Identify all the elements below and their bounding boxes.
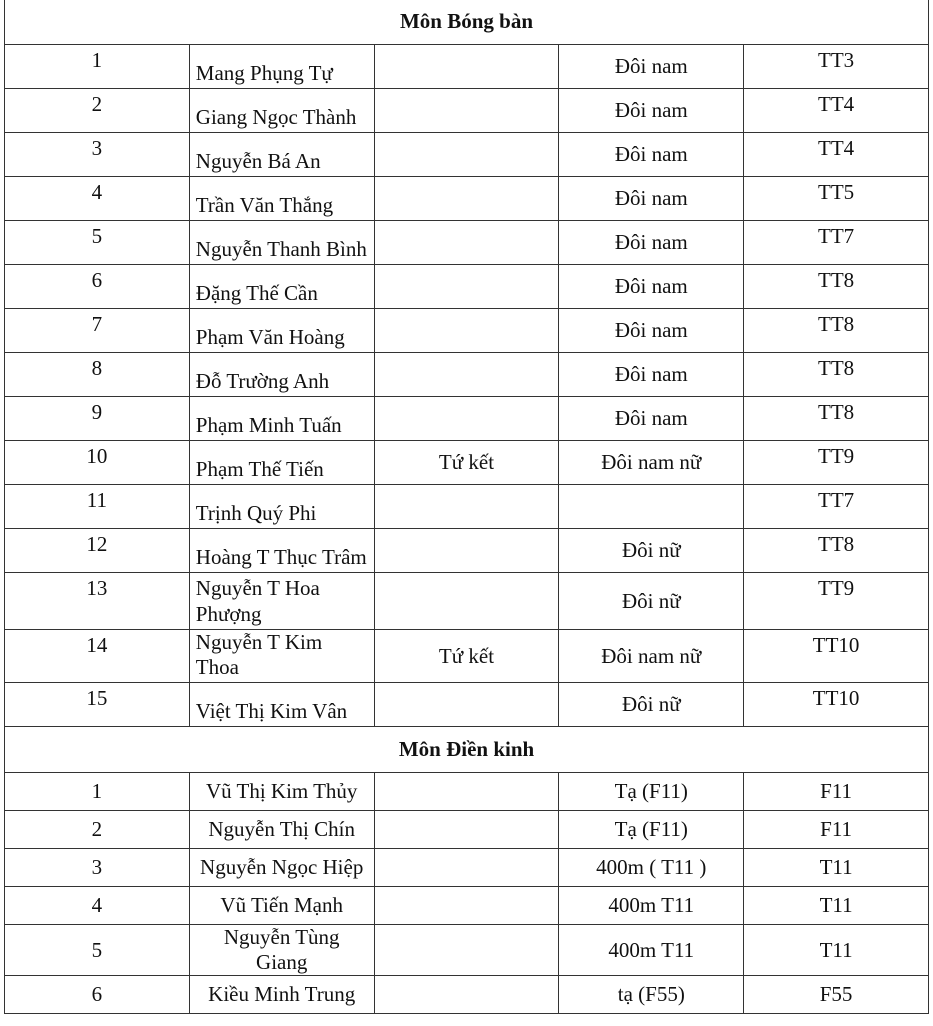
- row-number: 5: [5, 221, 190, 265]
- table-row: [5, 773, 929, 811]
- athlete-name: Phạm Văn Hoàng: [189, 309, 374, 353]
- event: Đôi nam: [559, 309, 744, 353]
- round: [374, 45, 559, 89]
- table-row: [5, 221, 929, 265]
- event: Đôi nam: [559, 221, 744, 265]
- round: [374, 89, 559, 133]
- event: Đôi nữ: [559, 683, 744, 727]
- section-header: [5, 0, 929, 45]
- table-row: [5, 309, 929, 353]
- round: [374, 887, 559, 925]
- classification: TT8: [744, 529, 929, 573]
- row-number: 9: [5, 397, 190, 441]
- round: Tứ kết: [374, 630, 559, 683]
- row-number: 6: [5, 976, 190, 1014]
- round: [374, 573, 559, 630]
- round: [374, 177, 559, 221]
- athlete-name: Phạm Thế Tiến: [189, 441, 374, 485]
- round: [374, 133, 559, 177]
- row-number: 2: [5, 89, 190, 133]
- row-number: 6: [5, 265, 190, 309]
- event: Đôi nữ: [559, 573, 744, 630]
- classification: TT3: [744, 45, 929, 89]
- athlete-name: Nguyễn Bá An: [189, 133, 374, 177]
- event: Đôi nam: [559, 45, 744, 89]
- table-row: [5, 133, 929, 177]
- section-title: Môn Bóng bàn: [5, 0, 929, 45]
- row-number: 7: [5, 309, 190, 353]
- athlete-name: Giang Ngọc Thành: [189, 89, 374, 133]
- athlete-name: Việt Thị Kim Vân: [189, 683, 374, 727]
- table-row: [5, 683, 929, 727]
- event: Đôi nam: [559, 177, 744, 221]
- classification: T11: [744, 849, 929, 887]
- event: Đôi nam: [559, 89, 744, 133]
- event: Đôi nam nữ: [559, 630, 744, 683]
- row-number: 11: [5, 485, 190, 529]
- classification: TT9: [744, 573, 929, 630]
- classification: TT5: [744, 177, 929, 221]
- row-number: 3: [5, 133, 190, 177]
- athlete-name: Nguyễn Thị Chín: [189, 811, 374, 849]
- event: Đôi nam: [559, 265, 744, 309]
- round: [374, 309, 559, 353]
- table-row: [5, 441, 929, 485]
- athlete-name: Trịnh Quý Phi: [189, 485, 374, 529]
- table-row: [5, 573, 929, 630]
- athlete-name: Vũ Thị Kim Thủy: [189, 773, 374, 811]
- row-number: 5: [5, 925, 190, 976]
- classification: TT9: [744, 441, 929, 485]
- classification: TT7: [744, 221, 929, 265]
- row-number: 10: [5, 441, 190, 485]
- round: [374, 265, 559, 309]
- row-number: 14: [5, 630, 190, 683]
- table-row: [5, 485, 929, 529]
- event: Đôi nam nữ: [559, 441, 744, 485]
- classification: TT8: [744, 353, 929, 397]
- table-row: [5, 976, 929, 1014]
- event: tạ (F55): [559, 976, 744, 1014]
- round: [374, 976, 559, 1014]
- athlete-name: Nguyễn Thanh Bình: [189, 221, 374, 265]
- athlete-name: Mang Phụng Tự: [189, 45, 374, 89]
- row-number: 13: [5, 573, 190, 630]
- classification: F11: [744, 811, 929, 849]
- table-row: [5, 811, 929, 849]
- table-row: [5, 887, 929, 925]
- athletes-table: [4, 0, 929, 1014]
- row-number: 3: [5, 849, 190, 887]
- classification: TT8: [744, 265, 929, 309]
- athlete-name: Phạm Minh Tuấn: [189, 397, 374, 441]
- section-title: Môn Điền kinh: [5, 727, 929, 773]
- classification: TT8: [744, 397, 929, 441]
- classification: T11: [744, 925, 929, 976]
- classification: TT8: [744, 309, 929, 353]
- table-row: [5, 89, 929, 133]
- table-row: [5, 529, 929, 573]
- row-number: 4: [5, 177, 190, 221]
- table-row: [5, 45, 929, 89]
- event: Đôi nam: [559, 397, 744, 441]
- event: Đôi nam: [559, 133, 744, 177]
- athlete-name: Trần Văn Thắng: [189, 177, 374, 221]
- classification: TT4: [744, 89, 929, 133]
- classification: TT7: [744, 485, 929, 529]
- table-row: [5, 925, 929, 976]
- row-number: 1: [5, 773, 190, 811]
- round: [374, 683, 559, 727]
- table-row: [5, 353, 929, 397]
- athlete-name: Nguyễn Ngọc Hiệp: [189, 849, 374, 887]
- row-number: 8: [5, 353, 190, 397]
- event: Đôi nữ: [559, 529, 744, 573]
- row-number: 12: [5, 529, 190, 573]
- table-row: [5, 849, 929, 887]
- round: [374, 529, 559, 573]
- event: 400m T11: [559, 925, 744, 976]
- table-row: [5, 177, 929, 221]
- event: [559, 485, 744, 529]
- table-row: [5, 630, 929, 683]
- athlete-name: Vũ Tiến Mạnh: [189, 887, 374, 925]
- round: [374, 353, 559, 397]
- athlete-name: Hoàng T Thục Trâm: [189, 529, 374, 573]
- round: [374, 773, 559, 811]
- round: [374, 221, 559, 265]
- athlete-name: Kiều Minh Trung: [189, 976, 374, 1014]
- classification: TT10: [744, 683, 929, 727]
- round: [374, 925, 559, 976]
- event: 400m T11: [559, 887, 744, 925]
- event: Tạ (F11): [559, 773, 744, 811]
- athlete-name: Đặng Thế Cần: [189, 265, 374, 309]
- classification: F55: [744, 976, 929, 1014]
- table-row: [5, 397, 929, 441]
- round: Tứ kết: [374, 441, 559, 485]
- section-header: [5, 727, 929, 773]
- round: [374, 485, 559, 529]
- athlete-name: Nguyễn Tùng Giang: [189, 925, 374, 976]
- round: [374, 397, 559, 441]
- classification: TT4: [744, 133, 929, 177]
- classification: TT10: [744, 630, 929, 683]
- event: 400m ( T11 ): [559, 849, 744, 887]
- event: Tạ (F11): [559, 811, 744, 849]
- row-number: 15: [5, 683, 190, 727]
- athlete-name: Nguyễn T Hoa Phượng: [189, 573, 374, 630]
- classification: F11: [744, 773, 929, 811]
- table-row: [5, 265, 929, 309]
- classification: T11: [744, 887, 929, 925]
- athlete-name: Đỗ Trường Anh: [189, 353, 374, 397]
- round: [374, 811, 559, 849]
- row-number: 1: [5, 45, 190, 89]
- row-number: 2: [5, 811, 190, 849]
- row-number: 4: [5, 887, 190, 925]
- athlete-name: Nguyễn T Kim Thoa: [189, 630, 374, 683]
- event: Đôi nam: [559, 353, 744, 397]
- round: [374, 849, 559, 887]
